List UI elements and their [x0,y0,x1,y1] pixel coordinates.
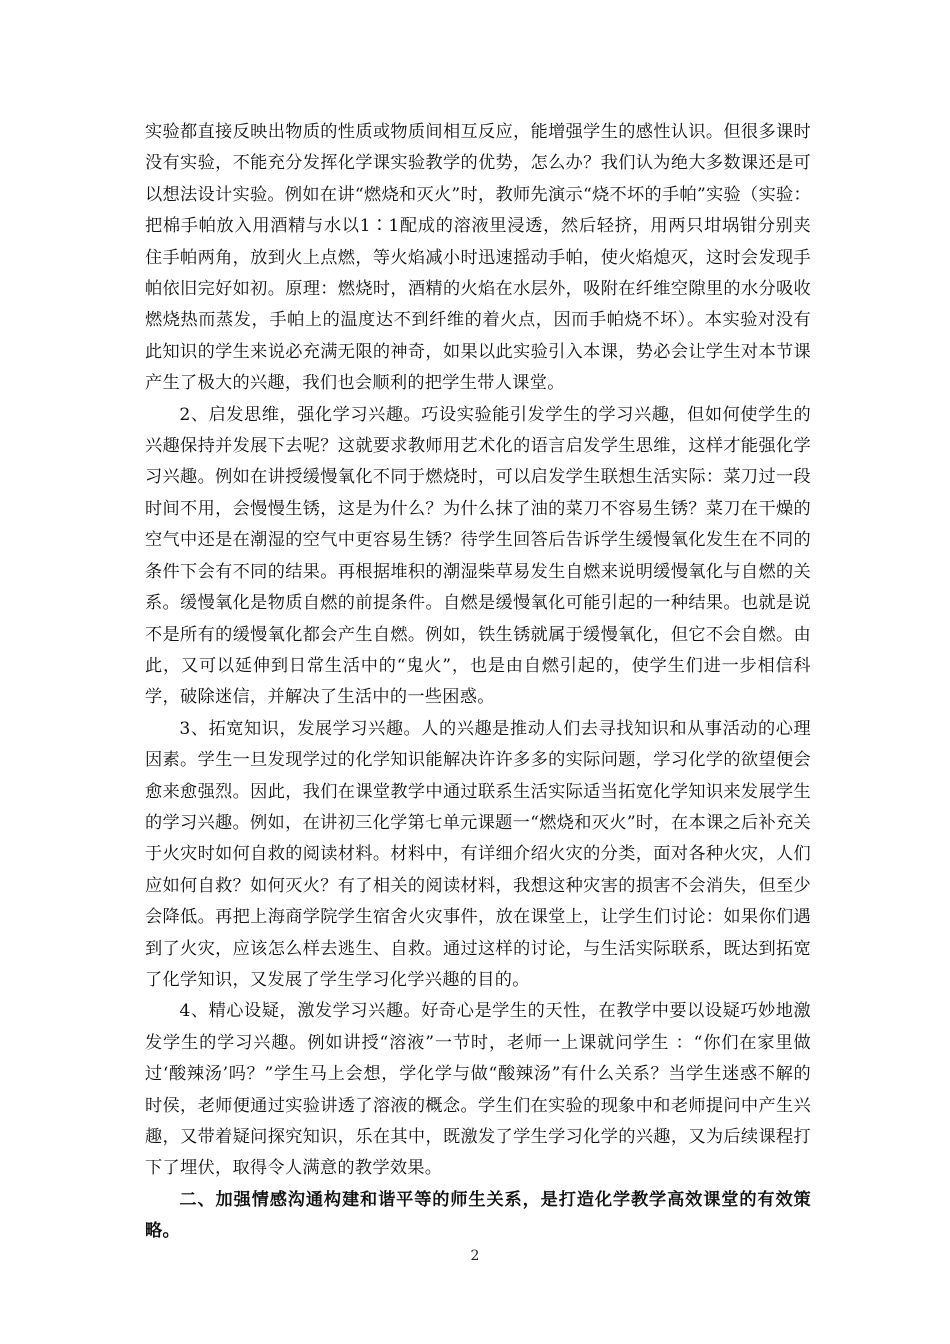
paragraph-set-questions: 4、精心设疑，激发学习兴趣。好奇心是学生的天性，在教学中要以设疑巧妙地激发学生的学习兴趣。例如讲授“溶液”一节时，老师一上课就问学生 ：“你们在家里做过‘酸辣汤’吗？”学生马上会想，学化学与做“酸辣汤”有什么关系？当学生迷惑不解的时侯，老师便通过实验讲透了溶液的概念。学生们在实验的现象中和老师提问中产生兴趣，又带着疑问探究知识，乐在其中，既激发了学生学习化学的兴趣，又为后续课程打下了埋伏，取得令人满意的教学效果。 [145,1001,811,1179]
document-body [145,117,811,1248]
paragraph-broaden-knowledge: 3、拓宽知识，发展学习兴趣。人的兴趣是推动人们去寻找知识和从事活动的心理因素。学生一旦发现学过的化学知识能解决许许多多的实际问题，学习化学的欲望便会愈来愈强烈。因此，我们在课堂教学中通过联系生活实际适当拓宽化学知识来发展学生的学习兴趣。例如，在讲初三化学第七单元课题一“燃烧和灭火”时，在本课之后补充关于火灾时如何自救的阅读材料。材料中，有详细介绍火灾的分类，面对各种火灾，人们应如何自救？如何灭火？有了相关的阅读材料，我想这种灾害的损害不会消失，但至少会降低。再把上海商学院学生宿舍火灾事件，放在课堂上，让学生们讨论：如果你们遇到了火灾，应该怎么样去逃生、自救。通过这样的讨论，与生活实际联系，既达到拓宽了化学知识，又发展了学生学习化学兴趣的目的。 [145,718,811,990]
paragraph-inspire-thinking: 2、启发思维，强化学习兴趣。巧设实验能引发学生的学习兴趣，但如何使学生的兴趣保持并发展下去呢？这就要求教师用艺术化的语言启发学生思维，这样才能强化学习兴趣。例如在讲授缓慢氧化不同于燃烧时，可以启发学生联想生活实际：菜刀过一段时间不用，会慢慢生锈，这是为什么？为什么抹了油的菜刀不容易生锈？菜刀在干燥的空气中还是在潮湿的空气中更容易生锈？待学生回答后告诉学生缓慢氧化发生在不同的条件下会有不同的结果。再根据堆积的潮湿柴草易发生自燃来说明缓慢氧化与自燃的关系。缓慢氧化是物质自燃的前提条件。自燃是缓慢氧化可能引起的一种结果。也就是说不是所有的缓慢氧化都会产生自燃。例如，铁生锈就属于缓慢氧化，但它不会自燃。由此，又可以延伸到日常生活中的“鬼火”，也是由自燃引起的，使学生们进一步相信科学，破除迷信，并解决了生活中的一些困惑。 [145,404,811,708]
section-heading: 二、加强情感沟通构建和谐平等的师生关系，是打造化学教学高效课堂的有效策略。 [145,1189,811,1242]
paragraph-experiment-continuation: 实验都直接反映出物质的性质或物质间相互反应，能增强学生的感性认识。但很多课时没有实验，不能充分发挥化学课实验教学的优势，怎么办？我们认为绝大多数课还是可以想法设计实验。例如在讲“燃烧和灭火”时，教师先演示“烧不坏的手帕”实验（实验：把棉手帕放入用酒精与水以1∶1配成的溶液里浸透，然后轻挤，用两只坩埚钳分别夹住手帕两角，放到火上点燃，等火焰减小时迅速摇动手帕，使火焰熄灭，这时会发现手帕依旧完好如初。原理：燃烧时，酒精的火焰在水层外，吸附在纤维空隙里的水分吸收燃烧热而蒸发，手帕上的温度达不到纤维的着火点，因而手帕烧不坏）。本实验对没有此知识的学生来说必充满无限的神奇，如果以此实验引入本课，势必会让学生对本节课产生了极大的兴趣，我们也会顺利的把学生带人课堂。 [145,122,811,394]
page-number: 2 [470,1248,480,1264]
